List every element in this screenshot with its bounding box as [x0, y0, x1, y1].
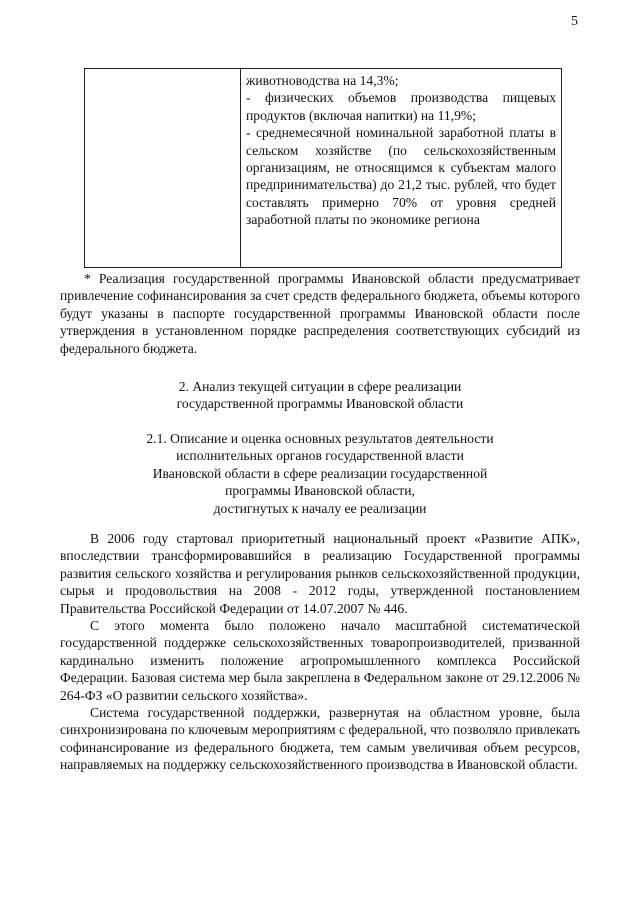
paragraph: Система государственной поддержки, развернутая на областном уровне, была синхронизирована по ключевым мероприятиям с федеральной, что позволяло привлекать софинансирование из федерального бюджета, тем самым увеличивая объем ресурсов, направляемых на поддержку сельскохозяйственного производства в Ивановской области.	[60, 705, 580, 773]
section-heading	[60, 378, 580, 413]
table-cell-line: - физических объемов производства пищевых продуктов (включая напитки) на 11,9%;	[246, 90, 556, 123]
table-cell-line: животноводства на 14,3%;	[246, 73, 399, 88]
paragraph: С этого момента было положено начало масштабной систематической государственной поддержке сельскохозяйственных товаропроизводителей, призванной кардинально изменить положение агропромышленного комплекса Российской Федерации. Базовая система мер была закреплена в Федеральном законе от 29.12.2006 № 264-ФЗ «О развитии сельского хозяйства».	[60, 618, 580, 703]
subsection-heading	[60, 430, 580, 517]
heading-line: достигнутых к началу ее реализации	[213, 500, 427, 516]
heading-line: 2.1. Описание и оценка основных результатов деятельности	[146, 431, 494, 446]
heading-line: Ивановской области в сфере реализации государственной	[152, 465, 488, 481]
heading-line: программы Ивановской области,	[225, 483, 415, 499]
continuation-table	[84, 68, 562, 268]
page-number: 5	[571, 14, 578, 29]
heading-line: государственной программы Ивановской области	[176, 396, 464, 412]
paragraph: В 2006 году стартовал приоритетный национальный проект «Развитие АПК», впоследствии трансформировавшийся в реализацию Государственной программы развития сельского хозяйства и регулирования рынков сельскохозяйственной продукции, сырья и продовольствия на 2008 - 2012 годы, утвержденной постановлением Правительства Российской Федерации от 14.07.2007 № 446.	[60, 531, 580, 616]
heading-line: исполнительных органов государственной власти	[176, 448, 464, 464]
body-text	[60, 530, 580, 774]
table-cell-line: - среднемесячной номинальной заработной платы в сельском хозяйстве (по сельскохозяйственным организациям, не относящимся к субъектам малого предпринимательства) до 21,2 тыс. рублей, что будет составлять примерно 70% от уровня средней заработной платы по экономике региона	[246, 125, 556, 228]
table-right-cell	[241, 69, 561, 267]
table-left-cell	[85, 69, 241, 267]
heading-line: 2. Анализ текущей ситуации в сфере реализации	[178, 379, 462, 394]
footnote: * Реализация государственной программы Ивановской области предусматривает привлечение софинансирования за счет средств федерального бюджета, объемы которого будут указаны в паспорте государственной программы Ивановской области после утверждения в установленном порядке распределения соответствующих субсидий из федерального бюджета.	[60, 271, 580, 356]
